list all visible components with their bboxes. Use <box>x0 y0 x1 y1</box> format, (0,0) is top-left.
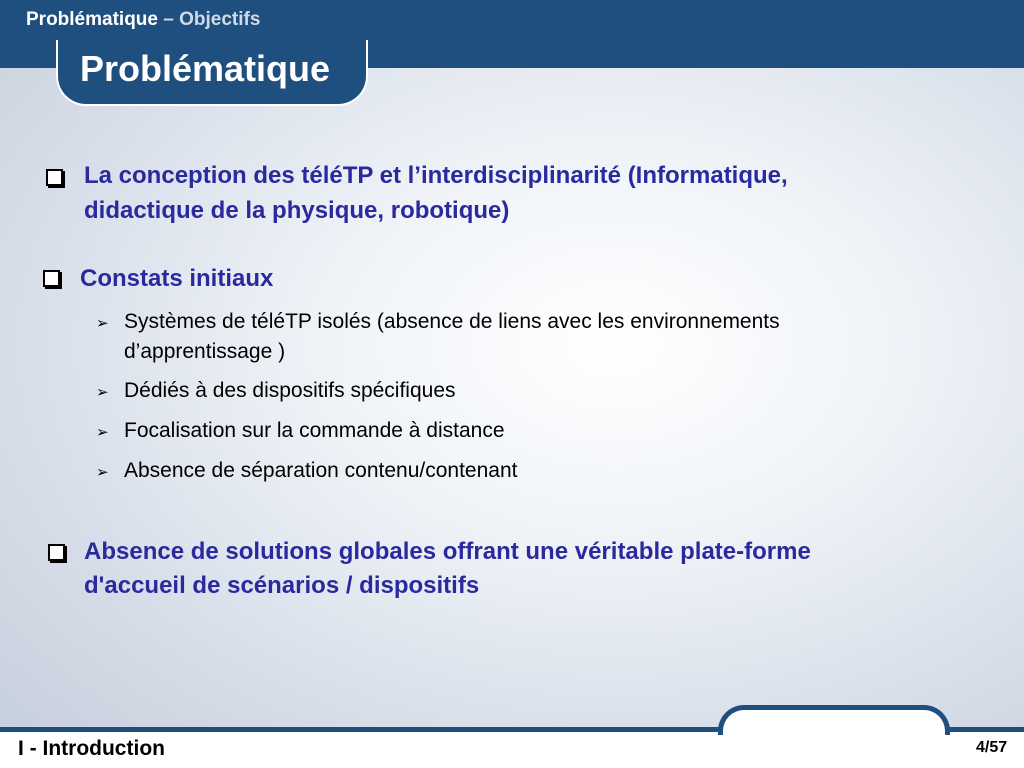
arrowhead-icon: ➢ <box>96 424 109 441</box>
breadcrumb-current: Problématique <box>26 9 158 30</box>
arrowhead-icon: ➢ <box>96 384 109 401</box>
sub-item-4: Absence de séparation contenu/contenant <box>124 459 518 482</box>
checkbox-square-icon <box>48 544 65 561</box>
point2-label: Constats initiaux <box>80 265 274 292</box>
point3-line2: d'accueil de scénarios / dispositifs <box>84 572 480 599</box>
checkbox-square-icon <box>46 169 63 186</box>
page-number: 4/57 <box>976 739 1008 756</box>
sub-item-1-line1: Systèmes de téléTP isolés (absence de liens avec les environnements <box>124 310 780 333</box>
sub-item-2: Dédiés à des dispositifs spécifiques <box>124 379 456 402</box>
sub-item-3: Focalisation sur la commande à distance <box>124 419 505 442</box>
point3-line1: Absence de solutions globales offrant une véritable plate-forme <box>84 538 811 565</box>
page-title: Problématique <box>80 48 331 89</box>
footer-section: I - Introduction <box>18 737 165 760</box>
arrowhead-icon: ➢ <box>96 464 109 481</box>
point1-line1: La conception des téléTP et l’interdisciplinarité (Informatique, <box>84 162 788 189</box>
checkbox-square-icon <box>43 270 60 287</box>
footer-tab <box>718 705 950 735</box>
title-tab <box>56 40 368 106</box>
breadcrumb <box>26 9 260 31</box>
point1-line2: didactique de la physique, robotique) <box>84 197 510 224</box>
breadcrumb-separator: – <box>163 9 174 30</box>
breadcrumb-next: Objectifs <box>179 9 261 30</box>
sub-item-1-line2: d’apprentissage ) <box>124 340 286 363</box>
arrowhead-icon: ➢ <box>96 315 109 332</box>
